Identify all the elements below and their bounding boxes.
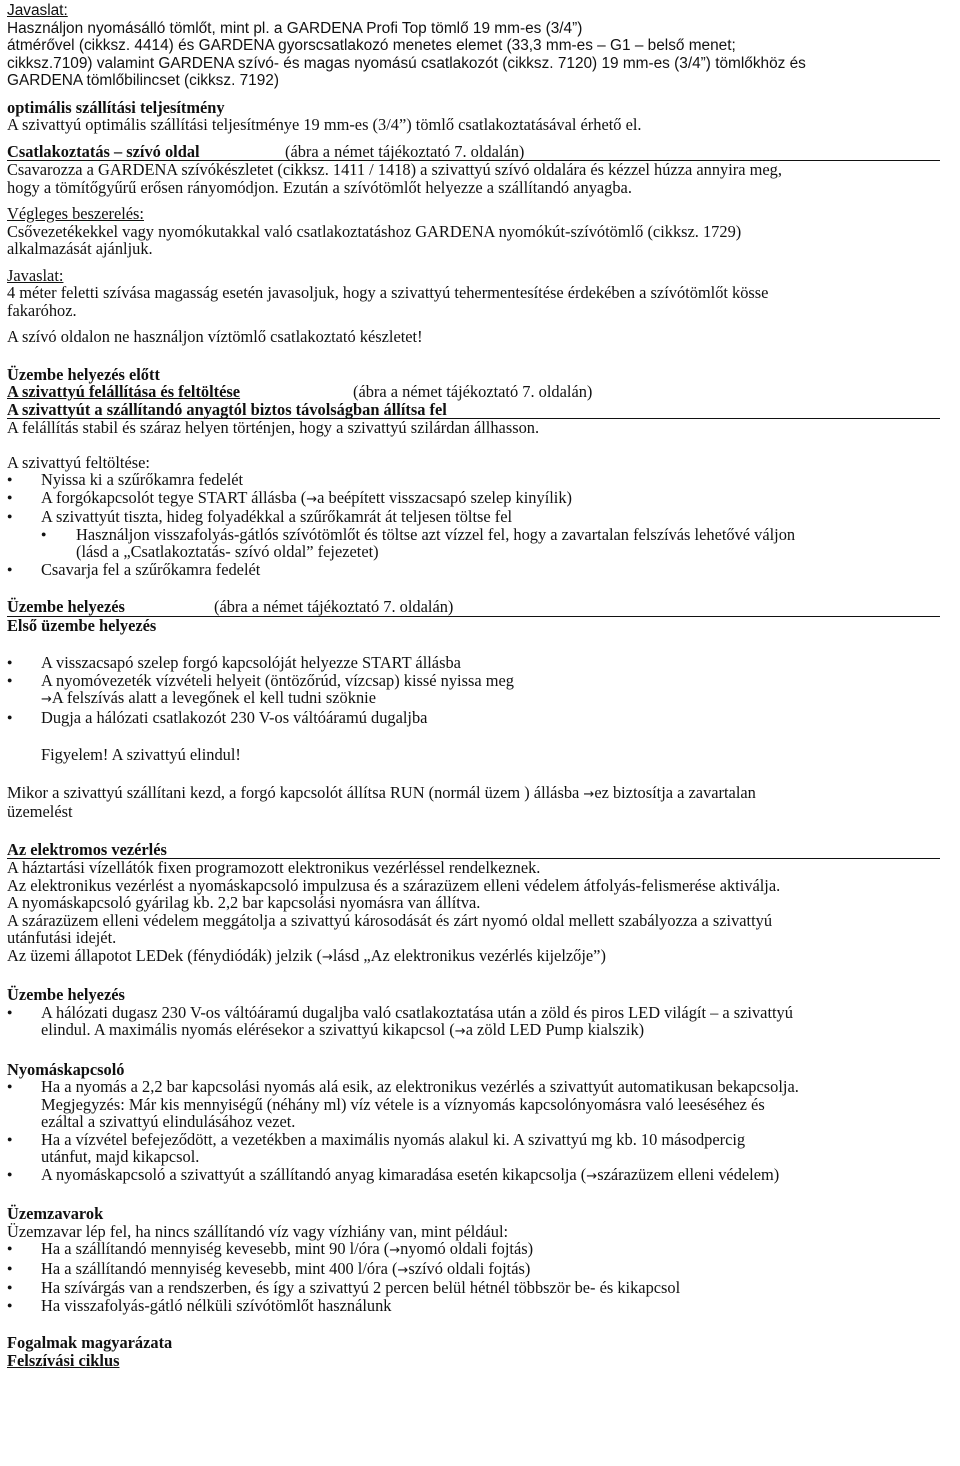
section-heading: A szivattyú feltöltése: xyxy=(7,452,150,472)
text-line: üzemelést xyxy=(7,802,73,821)
text-line: Mikor a szivattyú szállítani kezd, a forgó kapcsolót állítsa RUN (normál üzem ) állásba →ez biztosítja a zavartalan xyxy=(7,782,756,802)
operation-section xyxy=(7,598,940,821)
subsection-heading: A szivattyút a szállítandó anyagtól biztos távolságban állítsa fel xyxy=(7,399,447,419)
text-line: A háztartási vízellátók fixen programozott elektronikus vezérléssel rendelkeznek. xyxy=(7,858,541,877)
text-line: Üzemzavar lép fel, ha nincs szállítandó víz vagy vízhiány van, mint például: xyxy=(7,1221,509,1241)
text-line: Csavarozza a GARDENA szívókészletet (cikksz. 1411 / 1418) a szivattyú szívó oldalára és kézzel húzza annyira meg, xyxy=(7,160,782,179)
optimal-performance-section xyxy=(7,99,940,134)
list-item: ● A nyomóvezeték vízvételi helyeit (öntözőrúd, vízcsap) kissé nyissa meg →A felszívás alatt a levegőnek el kell tudni szöknie xyxy=(7,672,940,709)
figure-reference: (ábra a német tájékoztató 7. oldalán) xyxy=(353,382,593,401)
text-line: hogy a tömítőgyűrű erősen rányomódjon. Ezután a szívótömlőt helyezze a szállítandó anyagba. xyxy=(7,177,632,197)
section-heading: Üzembe helyezés előtt xyxy=(7,364,160,384)
bullet-list xyxy=(7,1078,940,1185)
arrow-icon: → xyxy=(41,692,52,707)
text-line: cikksz.7109) valamint GARDENA szívó- és magas nyomású csatlakozót (cikksz. 7120) 19 mm-es (3/4”) tömlőkhöz és xyxy=(7,54,806,72)
arrow-icon: → xyxy=(306,491,318,507)
subsection-heading-row xyxy=(7,383,940,401)
list-item: ● Csavarja fel a szűrőkamra fedelét xyxy=(7,561,940,579)
text-line: utánfutási idejét. xyxy=(7,928,117,947)
section-heading: Nyomáskapcsoló xyxy=(7,1059,125,1079)
section-heading: Csatlakoztatás – szívó oldal xyxy=(7,141,200,161)
section-heading: Végleges beszerelés: xyxy=(7,204,144,223)
before-operation-section xyxy=(7,366,940,437)
recommendation-section-1 xyxy=(7,2,940,90)
suction-side-warning: A szívó oldalon ne használjon víztömlő csatlakoztató készletet! xyxy=(7,327,423,346)
arrow-icon: → xyxy=(586,1168,598,1184)
suction-connection-section xyxy=(7,143,940,197)
arrow-icon: → xyxy=(583,786,595,802)
arrow-icon: → xyxy=(321,949,333,965)
section-heading: Üzembe helyezés xyxy=(7,985,125,1004)
text-line: A szárazüzem elleni védelem meggátolja a szivattyú károsodását és zárt nyomó oldal mellett szabályozza a szivattyú xyxy=(7,910,773,930)
text-line: alkalmazását ajánljuk. xyxy=(7,239,153,258)
list-item: ● Ha visszafolyás-gátló nélküli szívótömlőt használunk xyxy=(7,1297,940,1315)
list-item: ● Dugja a hálózati csatlakozót 230 V-os váltóáramú dugaljba xyxy=(7,709,940,727)
list-item: ● A szivattyút tiszta, hideg folyadékkal a szűrőkamrát át teljesen töltse fel xyxy=(7,508,940,526)
text-line: A nyomáskapcsoló gyárilag kb. 2,2 bar kapcsolási nyomásra van állítva. xyxy=(7,893,481,912)
recommendation-section-2 xyxy=(7,267,940,320)
text-line: GARDENA tömlőbilincset (cikksz. 7192) xyxy=(7,72,279,89)
section-heading-row xyxy=(7,841,940,860)
arrow-icon: → xyxy=(454,1024,466,1039)
text-line: Csővezetékekkel vagy nyomókutakkal való csatlakoztatáshoz GARDENA nyomókút-szívótömlő (cikksz. 1729) xyxy=(7,221,742,241)
list-item: ● Ha a szállítandó mennyiség kevesebb, mint 90 l/óra (→nyomó oldali fojtás) xyxy=(7,1240,940,1260)
text-line: A felállítás stabil és száraz helyen történjen, hogy a szivattyú szilárdan állhasson. xyxy=(7,418,540,437)
text-line: Az üzemi állapotot LEDek (fénydiódák) jelzik (→lásd „Az elektronikus vezérlés kijelzője”) xyxy=(7,945,606,965)
text-line: 4 méter feletti szívása magasság esetén javasoljuk, hogy a szivattyú tehermentesítése érdekében a szívótömlőt kösse xyxy=(7,283,769,302)
section-heading: Javaslat: xyxy=(7,2,68,19)
subsection-heading-row xyxy=(7,401,940,420)
arrow-icon: → xyxy=(389,1243,401,1258)
bullet-list xyxy=(7,1004,940,1041)
section-heading: optimális szállítási teljesítmény xyxy=(7,97,225,117)
list-item: ● Ha a szállítandó mennyiség kevesebb, mint 400 l/óra (→szívó oldali fojtás) xyxy=(7,1260,940,1280)
bullet-list xyxy=(7,654,940,726)
subsection-heading: A szivattyú felállítása és feltöltése xyxy=(7,382,241,401)
glossary-section xyxy=(7,1334,940,1369)
list-item: ● A forgókapcsolót tegye START állásba (→a beépített visszacsapó szelep kinyílik) xyxy=(7,489,940,509)
section-heading-row xyxy=(7,143,940,162)
section-heading: Fogalmak magyarázata xyxy=(7,1333,173,1352)
list-item: ● Nyissa ki a szűrőkamra fedelét xyxy=(7,471,940,489)
text-line: fakaróhoz. xyxy=(7,300,77,320)
list-item: ● Használjon visszafolyás-gátlós szívótömlőt és töltse azt vízzel fel, hogy a zavartalan felszívás lehetővé váljon (lásd a „Csatlakoztatás- szívó oldal” fejezetet) xyxy=(7,526,940,561)
pressure-switch-section xyxy=(7,1061,940,1186)
section-heading: Üzemzavarok xyxy=(7,1204,104,1223)
text-line: Az elektronikus vezérlést a nyomáskapcsoló impulzusa és a szárazüzem elleni védelem átfolyás-felismerése aktiválja. xyxy=(7,875,781,895)
section-heading: Üzembe helyezés xyxy=(7,597,125,616)
section-heading: Javaslat: xyxy=(7,265,64,285)
arrow-icon: → xyxy=(397,1262,409,1278)
warning-text: Figyelem! A szivattyú elindul! xyxy=(41,745,241,764)
section-heading-row xyxy=(7,598,940,617)
list-item: ● A nyomáskapcsoló a szivattyút a szállítandó anyag kimaradása esetén kikapcsolja (→szárazüzem elleni védelem) xyxy=(7,1166,940,1186)
list-item: ● A visszacsapó szelep forgó kapcsolóját helyezze START állásba xyxy=(7,654,940,672)
text-line: átmérővel (cikksz. 4414) és GARDENA gyorscsatlakozó menetes elemet (33,3 mm-es – G1 – belső menet; xyxy=(7,37,736,54)
bullet-list xyxy=(7,471,940,578)
list-item: ● A hálózati dugasz 230 V-os váltóáramú dugaljba való csatlakoztatása után a zöld és piros LED világít – a szivattyú elindul. A maximális nyomás elérésekor a szivattyú kikapcsol (→a zöld LED Pump kialszik) xyxy=(7,1004,940,1041)
list-item: ● Ha a nyomás a 2,2 bar kapcsolási nyomás alá esik, az elektronikus vezérlés a szivattyút automatikusan bekapcsolja. Megjegyzés: Már kis mennyiségű (néhány ml) víz vétele is a víznyomás kapcsolónyomásra való leeséséhez és ezáltal a szivattyú elindulásához vezet. xyxy=(7,1078,940,1131)
filling-section xyxy=(7,454,940,579)
text-line: A szivattyú optimális szállítási teljesítménye 19 mm-es (3/4”) tömlő csatlakoztatásával érhető el. xyxy=(7,115,642,134)
final-installation-section xyxy=(7,205,940,258)
bullet-list xyxy=(7,1240,940,1314)
list-item: ● Ha szívárgás van a rendszerben, és így a szivattyú 2 percen belül hétnél többször be- és kikapcsol xyxy=(7,1279,940,1297)
figure-reference: (ábra a német tájékoztató 7. oldalán) xyxy=(214,597,454,616)
malfunction-section xyxy=(7,1205,940,1314)
electronic-control-section xyxy=(7,841,940,967)
text-line: Használjon nyomásálló tömlőt, mint pl. a GARDENA Profi Top tömlő 19 mm-es (3/4”) xyxy=(7,19,583,37)
subsection-heading: Felszívási ciklus xyxy=(7,1350,120,1370)
subsection-heading: Első üzembe helyezés xyxy=(7,615,157,635)
figure-reference: (ábra a német tájékoztató 7. oldalán) xyxy=(285,141,525,161)
startup-section xyxy=(7,986,940,1041)
list-item: ● Ha a vízvétel befejeződött, a vezetékben a maximális nyomás alakul ki. A szivattyú mg kb. 10 másodpercig utánfut, majd kikapcsol. xyxy=(7,1131,940,1166)
section-heading: Az elektromos vezérlés xyxy=(7,839,167,859)
